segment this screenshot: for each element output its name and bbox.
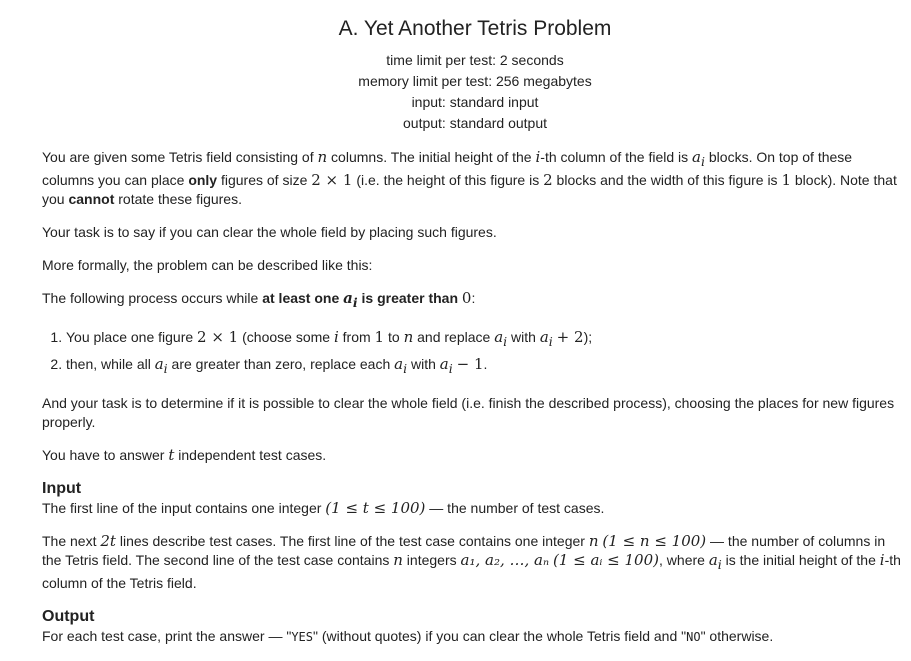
math-sub: i (701, 154, 705, 169)
problem-header (0, 15, 911, 134)
text: with (407, 356, 440, 372)
math-sub: i (163, 361, 168, 376)
math-ai (154, 355, 168, 376)
math-a: a (708, 551, 718, 569)
math-n: n (403, 328, 414, 346)
text: For each test case, print the answer — " (42, 628, 292, 644)
math-sequence: a₁, a₂, …, aₙ (460, 551, 550, 569)
text: integers (402, 552, 461, 568)
math-ai (394, 355, 408, 376)
math-sub: i (717, 557, 722, 572)
text: figures of size (217, 172, 312, 188)
math-t-range: (1 ≤ t ≤ 100) (325, 499, 426, 517)
text: You have to answer (42, 447, 169, 463)
math-zero: 0 (461, 289, 472, 307)
text: at least one (262, 290, 344, 306)
text: columns. The initial height of the (327, 149, 536, 165)
output-file: output: standard output (403, 115, 547, 131)
text: You place one figure (66, 329, 198, 345)
text: -th column of the Tetris field. (42, 552, 901, 591)
process-steps (42, 326, 908, 380)
memory-limit: memory limit per test: 256 megabytes (358, 73, 592, 89)
statement-paragraph (42, 148, 908, 209)
text: then, while all (66, 356, 155, 372)
output-paragraph (42, 627, 908, 647)
text: block). Note that you (42, 172, 897, 207)
text: " otherwise. (700, 628, 774, 644)
problem-title: A. Yet Another Tetris Problem (338, 17, 612, 40)
math-i: i (879, 551, 885, 569)
math-ai (439, 355, 453, 376)
math-a: a (154, 355, 164, 373)
math-i: i (535, 148, 541, 166)
math-a: a (539, 328, 549, 346)
math-two: 2 (543, 171, 553, 189)
input-heading: Input (42, 480, 82, 497)
math-one: 1 (781, 171, 791, 189)
math-n-range: (1 ≤ n ≤ 100) (602, 532, 707, 550)
math-one: 1 (374, 328, 385, 346)
statement-paragraph (42, 289, 908, 312)
math-a: a (343, 289, 353, 307)
text: and replace (413, 329, 495, 345)
math-n: n (317, 148, 328, 166)
math-size: 2 × 1 (311, 171, 353, 189)
math-n: n (588, 532, 599, 550)
text: rotate these figures. (114, 191, 242, 207)
input-file: input: standard input (411, 94, 539, 110)
bold-cannot: cannot (68, 191, 115, 207)
text: (i.e. the height of this figure is (352, 172, 544, 188)
text: : (471, 290, 476, 306)
math-sub: i (503, 334, 508, 349)
text: with (507, 329, 540, 345)
text: is greater than (357, 290, 462, 306)
yes-literal: YES (291, 630, 313, 644)
statement-paragraph: More formally, the problem can be described like this: (42, 257, 373, 273)
math-a: a (439, 355, 449, 373)
text: -th column of the field is (540, 149, 693, 165)
math-a: a (394, 355, 404, 373)
text: blocks. On top of these columns you can place (42, 149, 853, 188)
input-paragraph (42, 532, 908, 593)
math-ai (708, 551, 722, 572)
problem-statement (42, 148, 908, 661)
text: lines describe test cases. The first line of the test case contains one integer (115, 533, 589, 549)
statement-paragraph (42, 446, 908, 465)
text: " (without quotes) if you can clear the whole Tetris field and " (313, 628, 687, 644)
text: is the initial height of the (721, 552, 880, 568)
math-minus-one: − 1 (456, 355, 484, 373)
math-two-t: 2t (100, 532, 116, 550)
math-i: i (333, 328, 339, 346)
list-item (66, 353, 908, 380)
no-literal: NO (686, 630, 701, 644)
text: from (338, 329, 375, 345)
output-heading: Output (42, 608, 95, 625)
text: The first line of the input contains one integer (42, 500, 326, 516)
math-sub: i (548, 334, 553, 349)
math-plus-two: + 2 (556, 328, 584, 346)
math-a: a (494, 328, 504, 346)
math-a: a (692, 148, 701, 166)
text: ); (583, 329, 593, 345)
text: You are given some Tetris field consisting of (42, 149, 318, 165)
time-limit: time limit per test: 2 seconds (386, 52, 564, 68)
math-n: n (393, 551, 403, 569)
math-t: t (168, 446, 175, 464)
text: blocks and the width of this figure is (552, 172, 782, 188)
text: The next (42, 533, 101, 549)
statement-paragraph: Your task is to say if you can clear the whole field by placing such figures. (42, 224, 497, 240)
math-size: 2 × 1 (197, 328, 239, 346)
math-ai (539, 328, 553, 349)
math-ai (494, 328, 508, 349)
math-ai-range: (1 ≤ aᵢ ≤ 100) (552, 551, 660, 569)
math-sub: i (352, 295, 358, 310)
math-ai (692, 148, 705, 169)
math-sub: i (448, 361, 453, 376)
text: are greater than zero, replace each (167, 356, 395, 372)
text: The following process occurs while (42, 290, 263, 306)
text: , where (659, 552, 709, 568)
text: to (384, 329, 404, 345)
text: (choose some (238, 329, 334, 345)
text: — the number of columns in the Tetris field. The second line of the test case contains (42, 533, 886, 568)
math-sub: i (403, 361, 408, 376)
list-item (66, 326, 908, 353)
text: independent test cases. (174, 447, 327, 463)
text: . (483, 356, 488, 372)
math-ai (343, 289, 358, 310)
bold-condition (262, 289, 462, 310)
input-paragraph (42, 499, 908, 518)
text: — the number of test cases. (425, 500, 605, 516)
statement-paragraph: And your task is to determine if it is possible to clear the whole field (i.e. finish the described process), choosing the places for new figures properly. (42, 395, 895, 430)
bold-only: only (188, 172, 218, 188)
